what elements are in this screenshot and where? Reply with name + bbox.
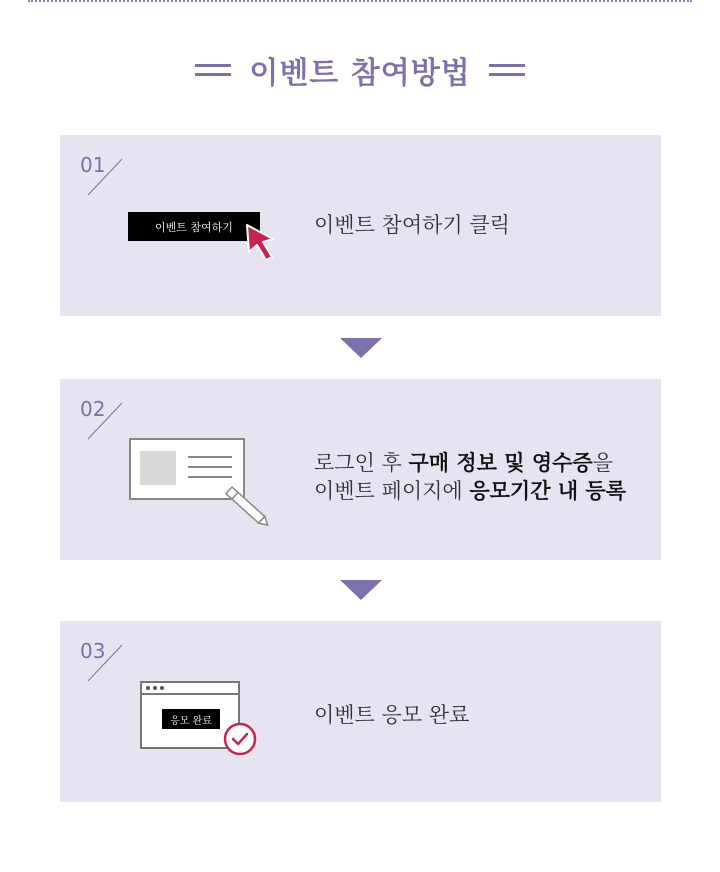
step-3-number: 03 (80, 639, 106, 663)
cursor-arrow-icon (245, 223, 279, 267)
join-event-button-label: 이벤트 참여하기 (155, 220, 233, 234)
step-3-description: 이벤트 응모 완료 (314, 703, 470, 727)
step-2-line-2 (314, 477, 626, 505)
step-1-panel (60, 135, 661, 316)
step-number-slash-icon (86, 157, 126, 197)
step-2-line-2-text: 이벤트 페이지에 (314, 479, 470, 503)
down-arrow-icon (340, 338, 382, 358)
step-number-slash-icon (86, 401, 126, 441)
page-title: 이벤트 참여방법 (249, 56, 471, 91)
heading-left-double-bar (195, 64, 231, 76)
document-with-pen-icon (128, 437, 328, 527)
entry-complete-label-text: 응모 완료 (170, 715, 212, 727)
heading-right-double-bar (489, 64, 525, 76)
step-2-number: 02 (80, 397, 106, 421)
join-event-button-illustration (128, 212, 260, 241)
window-dot-icon (153, 686, 157, 690)
window-dot-icon (160, 686, 164, 690)
section-heading (0, 46, 720, 94)
step-2-line-1 (314, 449, 626, 477)
step-3-panel (60, 621, 661, 802)
check-circle-icon (222, 721, 258, 757)
step-2-line-1-text: 로그인 후 (314, 451, 409, 475)
step-1-description: 이벤트 참여하기 클릭 (314, 213, 510, 237)
entry-complete-label (162, 709, 220, 729)
step-2-line-1-bold: 구매 정보 및 영수증 (408, 451, 593, 475)
window-titlebar (142, 683, 238, 695)
step-1-number: 01 (80, 153, 106, 177)
down-arrow-icon (340, 580, 382, 600)
step-2-panel (60, 379, 661, 560)
step-number-slash-icon (86, 643, 126, 683)
window-dot-icon (146, 686, 150, 690)
step-2-description (314, 449, 626, 505)
top-dotted-divider (28, 0, 692, 2)
step-2-line-2-bold: 응모기간 내 등록 (469, 479, 626, 503)
step-2-line-1-suffix: 을 (592, 451, 614, 475)
